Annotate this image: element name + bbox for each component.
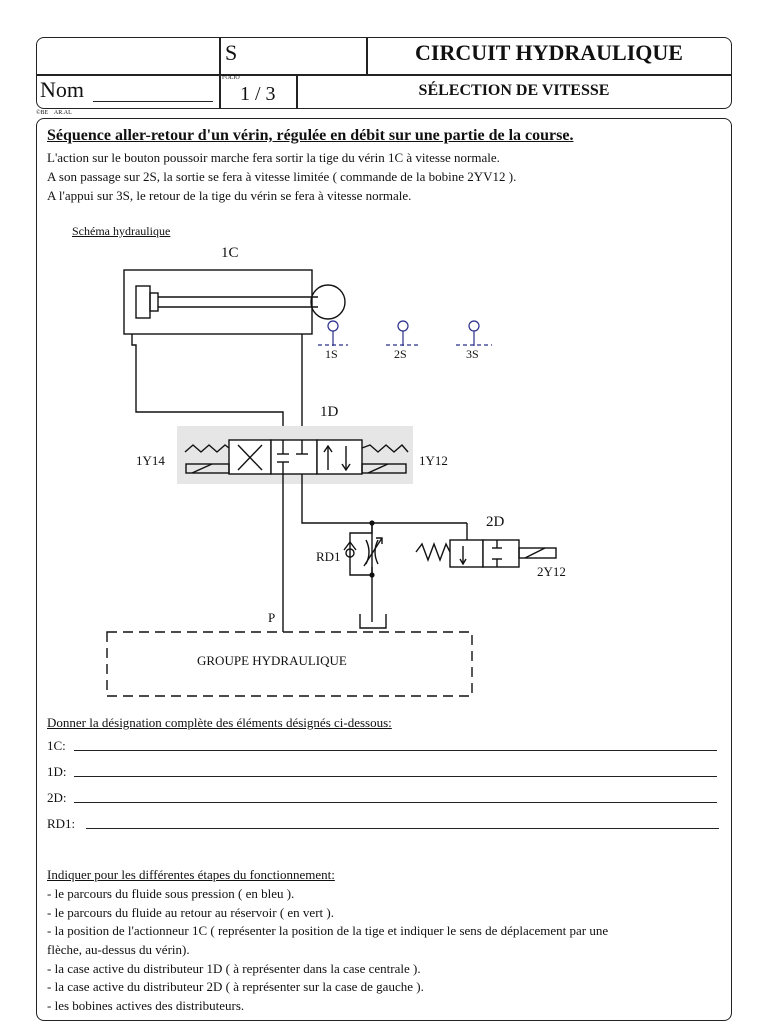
question-label: 2D: — [47, 790, 67, 805]
questions-heading: Donner la désignation complète des éléments désignés ci-dessous: — [47, 715, 392, 730]
sensor-1s-label: 1S — [325, 347, 338, 361]
section-code: S — [225, 40, 238, 65]
intro-line: A l'appui sur 3S, le retour de la tige du vérin se fera à vitesse normale. — [47, 188, 412, 203]
coil-1y14-label: 1Y14 — [136, 453, 165, 468]
nom-label: Nom — [40, 77, 84, 102]
answer-field-2d[interactable] — [74, 802, 717, 803]
sensor-3s — [456, 321, 492, 346]
intro-line: A son passage sur 2S, la sortie se fera à vitesse limitée ( commande de la bobine 2YV12 ). — [47, 169, 517, 184]
cylinder-1c — [124, 270, 312, 334]
valve-2d-right-cell — [483, 540, 519, 567]
intro-line: L'action sur le bouton poussoir marche fera sortir la tige du vérin 1C à vitesse normale. — [47, 150, 500, 165]
pressure-label: P — [268, 610, 276, 625]
copyright: ©BE AR.AL — [36, 110, 72, 116]
coil-2y12-symbol — [519, 548, 556, 558]
answer-field-rd1[interactable] — [86, 828, 719, 829]
exercise-heading: Séquence aller-retour d'un vérin, régulée en débit sur une partie de la course. — [47, 127, 574, 144]
question-label: RD1: — [47, 816, 76, 831]
instruction-line: - les bobines actives des distributeurs. — [47, 998, 245, 1013]
page-subtitle: SÉLECTION DE VITESSE — [418, 82, 610, 99]
tank-symbol — [360, 614, 386, 628]
question-label: 1C: — [47, 738, 66, 753]
instruction-line: - le parcours du fluide sous pression ( en bleu ). — [47, 886, 295, 901]
page-title: CIRCUIT HYDRAULIQUE — [415, 40, 683, 65]
coil-2y12-label: 2Y12 — [537, 564, 566, 579]
instruction-line: - la position de l'actionneur 1C ( représenter la position de la tige et indiquer le sens de déplacement par une — [47, 923, 609, 938]
valve-2d-left-cell — [450, 540, 483, 567]
instructions-heading: Indiquer pour les différentes étapes du fonctionnement: — [47, 867, 335, 882]
instruction-line: flèche, au-dessus du vérin). — [47, 942, 190, 957]
instruction-line: - le parcours du fluide au retour au réservoir ( en vert ). — [47, 905, 334, 920]
diagram-title: Schéma hydraulique — [72, 224, 171, 238]
answer-field-1c[interactable] — [74, 750, 717, 751]
instruction-line: - la case active du distributeur 1D ( à représenter dans la case centrale ). — [47, 961, 421, 976]
sensor-1s — [318, 321, 348, 346]
answer-field-1d[interactable] — [74, 776, 717, 777]
valve-1d-right-cell — [317, 440, 362, 474]
question-label: 1D: — [47, 764, 67, 779]
cylinder-label: 1C — [221, 245, 239, 261]
pipe-cylinder-rear — [132, 334, 283, 440]
folio-value: 1 / 3 — [240, 83, 276, 105]
sensor-3s-label: 3S — [466, 347, 479, 361]
folio-label: FOLIO — [222, 75, 240, 81]
cylinder-piston — [136, 286, 150, 318]
valve-2d-spring — [416, 544, 450, 560]
valve-2d-label: 2D — [486, 514, 505, 530]
valve-1d-center-cell — [271, 440, 317, 474]
instruction-line: - la case active du distributeur 2D ( à représenter sur la case de gauche ). — [47, 979, 424, 994]
rod-roller — [311, 285, 345, 319]
valve-1d-label: 1D — [320, 404, 339, 420]
restrictor-label: RD1 — [316, 549, 341, 564]
sensor-2s — [386, 321, 420, 346]
hydraulic-group-label: GROUPE HYDRAULIQUE — [197, 653, 347, 668]
sensor-2s-label: 2S — [394, 347, 407, 361]
coil-1y12-label: 1Y12 — [419, 453, 448, 468]
